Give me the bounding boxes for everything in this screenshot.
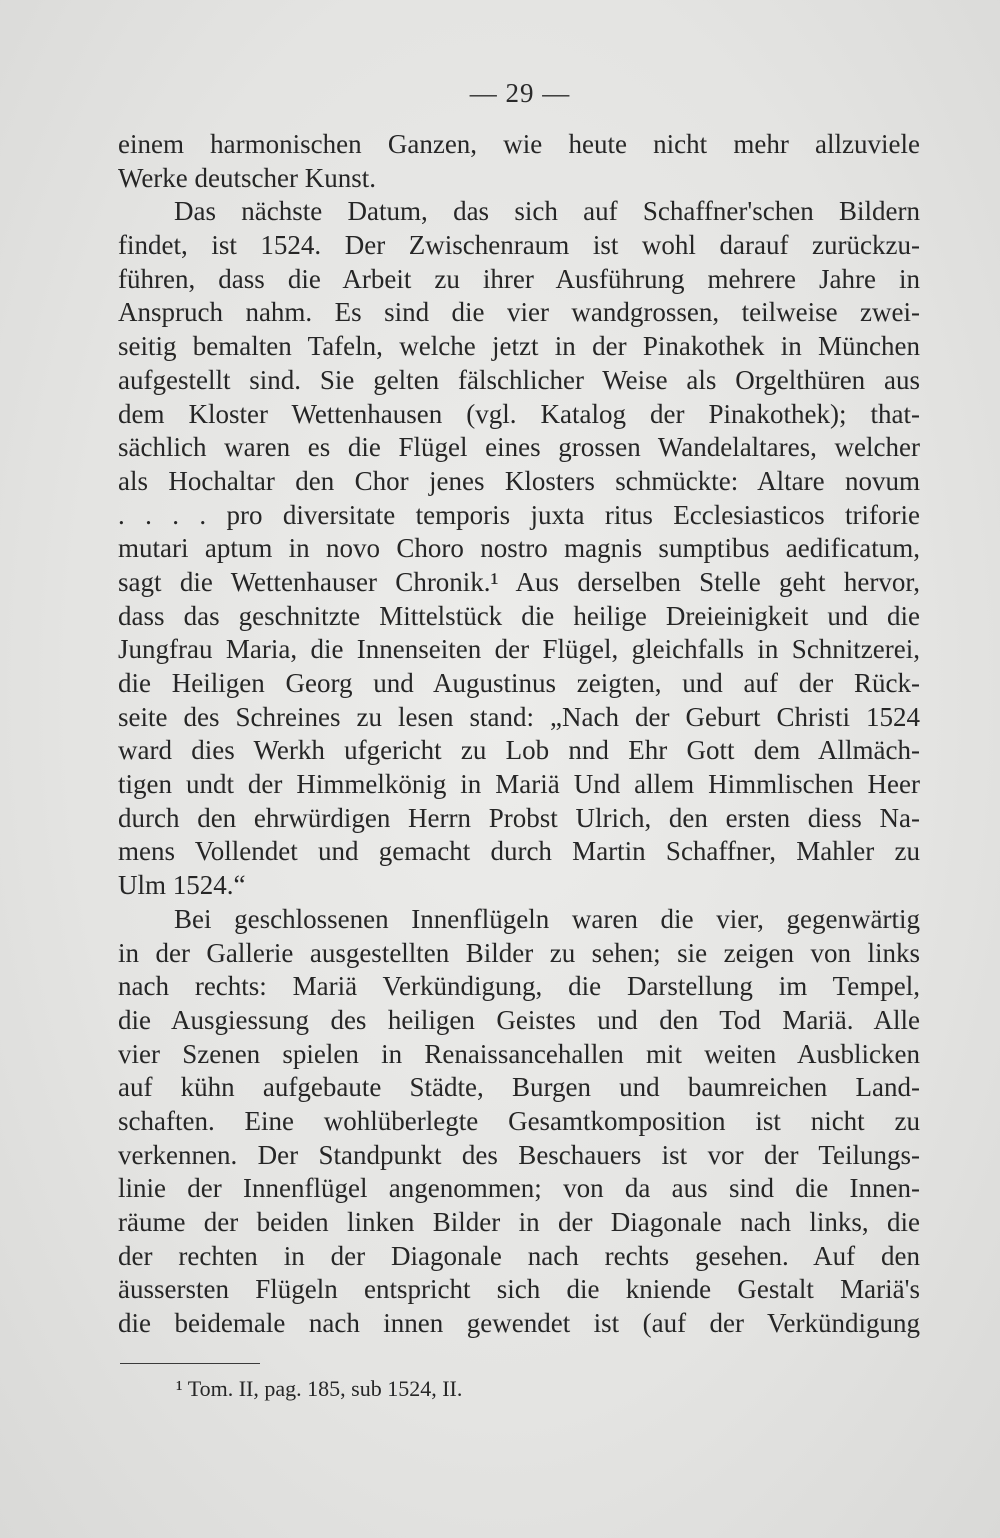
text-line: die Heiligen Georg und Augustinus zeigten, und auf der Rück- bbox=[118, 668, 920, 698]
text-line: schaften. Eine wohlüberlegte Gesamtkomposition ist nicht zu bbox=[118, 1105, 920, 1136]
footnote-divider bbox=[120, 1363, 260, 1364]
text-line: auf kühn aufgebaute Städte, Burgen und baumreichen Land- bbox=[118, 1072, 920, 1103]
text-line: durch den ehrwürdigen Herrn Probst Ulrich, den ersten diess Na- bbox=[118, 802, 920, 833]
text-line: mens Vollendet und gemacht durch Martin Schaffner, Mahler zu bbox=[118, 836, 920, 867]
text-line: seite des Schreines zu lesen stand: „Nach der Geburt Christi 1524 bbox=[118, 701, 920, 732]
text-line: Werke deutscher Kunst. bbox=[118, 162, 376, 193]
text-line: findet, ist 1524. Der Zwischenraum ist wohl darauf zurückzu- bbox=[118, 230, 920, 261]
footnote: ¹ Tom. II, pag. 185, sub 1524, II. bbox=[176, 1376, 463, 1401]
text-line: vier Szenen spielen in Renaissancehallen mit weiten Ausblicken bbox=[118, 1038, 920, 1069]
text-line: der rechten in der Diagonale nach rechts gesehen. Auf den bbox=[118, 1240, 920, 1271]
text-line: nach rechts: Mariä Verkündigung, die Darstellung im Tempel, bbox=[118, 971, 920, 1002]
text-line: mutari aptum in novo Choro nostro magnis sumptibus aedificatum, bbox=[118, 533, 920, 564]
text-line: aufgestellt sind. Sie gelten fälschlicher Weise als Orgelthüren aus bbox=[118, 364, 920, 395]
text-line: Das nächste Datum, das sich auf Schaffner'schen Bildern bbox=[174, 196, 920, 227]
text-line: dass das geschnitzte Mittelstück die heilige Dreieinigkeit und die bbox=[118, 600, 920, 631]
text-line: ward dies Werkh ufgericht zu Lob nnd Ehr Gott dem Allmäch- bbox=[118, 735, 920, 766]
text-line: Jungfrau Maria, die Innenseiten der Flügel, gleichfalls in Schnitzerei, bbox=[118, 634, 920, 665]
text-line: in der Gallerie ausgestellten Bilder zu sehen; sie zeigen von links bbox=[118, 937, 920, 968]
text-line: verkennen. Der Standpunkt des Beschauers ist vor der Teilungs- bbox=[118, 1139, 920, 1170]
body-text bbox=[118, 128, 920, 1341]
text-line: Bei geschlossenen Innenflügeln waren die vier, gegenwärtig bbox=[174, 903, 920, 934]
text-line: äussersten Flügeln entspricht sich die kniende Gestalt Mariä's bbox=[118, 1274, 920, 1305]
page-number: — 29 — bbox=[469, 78, 571, 108]
text-line: Anspruch nahm. Es sind die vier wandgrossen, teilweise zwei- bbox=[118, 297, 920, 328]
text-line: sächlich waren es die Flügel eines grossen Wandelaltares, welcher bbox=[118, 432, 920, 463]
text-line: einem harmonischen Ganzen, wie heute nicht mehr allzuviele bbox=[118, 129, 920, 159]
text-line: . . . . pro diversitate temporis juxta ritus Ecclesiasticos triforie bbox=[118, 499, 920, 530]
text-line: linie der Innenflügel angenommen; von da aus sind die Innen- bbox=[118, 1173, 920, 1204]
text-line: räume der beiden linken Bilder in der Diagonale nach links, die bbox=[118, 1207, 920, 1237]
text-line: die beidemale nach innen gewendet ist (auf der Verkündigung bbox=[118, 1308, 920, 1339]
text-line: Ulm 1524.“ bbox=[118, 870, 246, 901]
text-line: als Hochaltar den Chor jenes Klosters schmückte: Altare novum bbox=[118, 465, 920, 496]
text-line: sagt die Wettenhauser Chronik.¹ Aus derselben Stelle geht hervor, bbox=[118, 566, 920, 597]
text-line: seitig bemalten Tafeln, welche jetzt in der Pinakothek in München bbox=[118, 331, 920, 362]
text-line: führen, dass die Arbeit zu ihrer Ausführung mehrere Jahre in bbox=[118, 263, 920, 294]
text-line: tigen undt der Himmelkönig in Mariä Und allem Himmlischen Heer bbox=[118, 769, 920, 800]
text-line: die Ausgiessung des heiligen Geistes und den Tod Mariä. Alle bbox=[118, 1004, 920, 1035]
text-line: dem Kloster Wettenhausen (vgl. Katalog der Pinakothek); that- bbox=[118, 398, 920, 429]
